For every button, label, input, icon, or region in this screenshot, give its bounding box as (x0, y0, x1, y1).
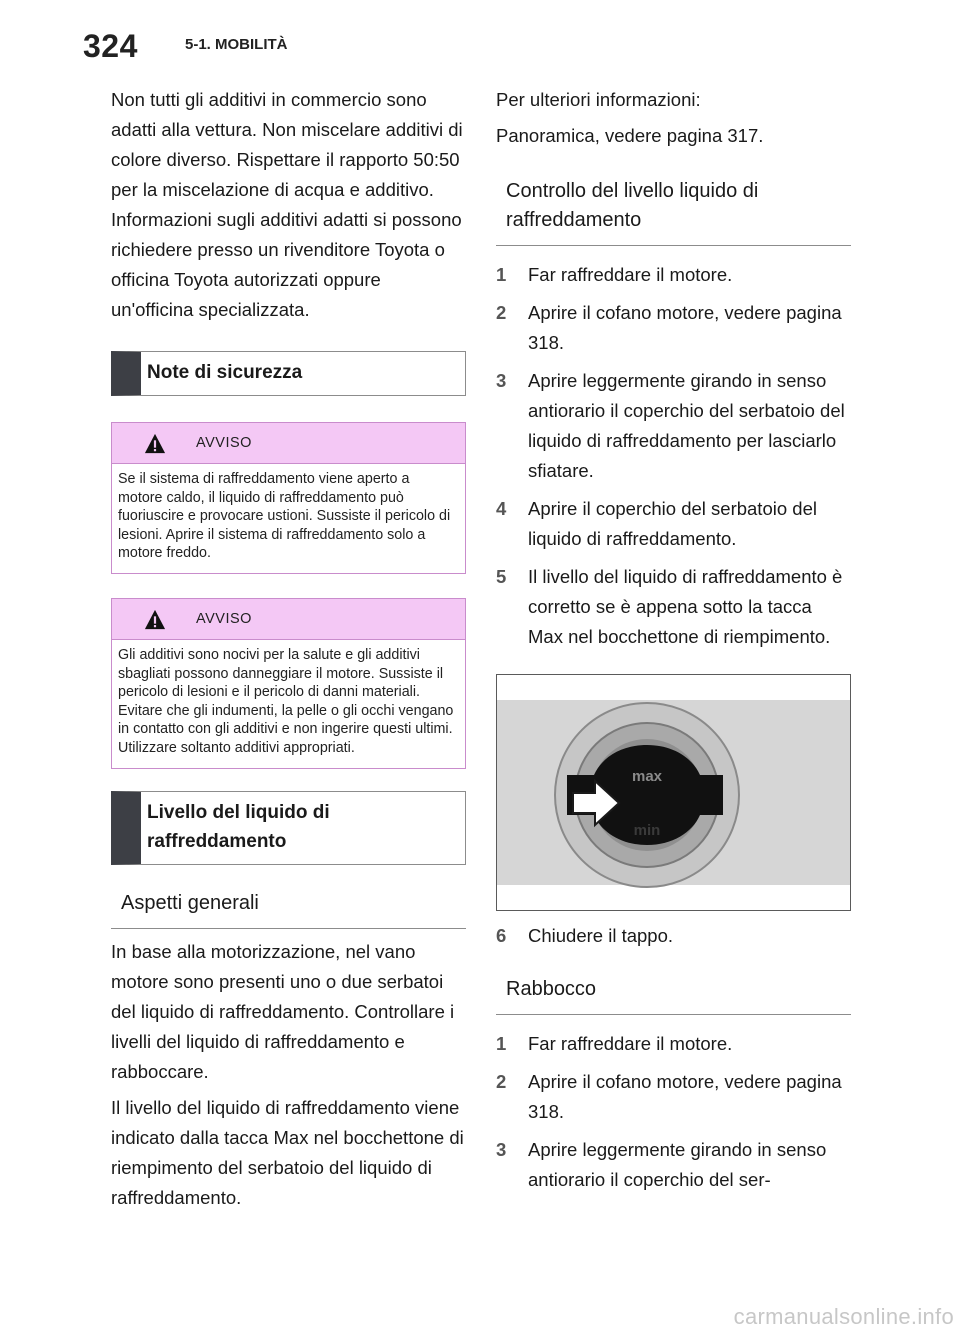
warning-triangle-icon (144, 609, 166, 631)
warning-triangle-icon (144, 433, 166, 455)
step-text: Chiudere il tappo. (528, 925, 674, 946)
coolant-level-heading (111, 791, 466, 865)
step-text: Aprire il cofano motore, vedere pagina 318. (528, 1071, 842, 1122)
step-number: 3 (496, 370, 507, 391)
info-line: Per ulteriori informazioni: (496, 89, 701, 110)
list-item (496, 1067, 851, 1127)
step-number: 4 (496, 498, 507, 519)
list-item (496, 921, 851, 951)
list-item (496, 298, 851, 358)
intro-paragraph: Non tutti gli additivi in commercio sono adatti alla vettura. Non miscelare additivi di colore diverso. Rispettare il rapporto 50:50 per la miscelazione di acqua e additivo. Informazioni sugli additivi adatti si possono richiedere presso un rivenditore Toyota o officina Toyota autorizzati oppure un'officina specializzata. (111, 89, 463, 320)
step-text: Il livello del liquido di raffreddamento è corretto se è appena sotto la tacca Max nel bocchettone di riempimento. (528, 566, 843, 647)
safety-notes-heading-text: Note di sicurezza (147, 362, 303, 383)
general-aspects-subheading: Aspetti generali (111, 889, 466, 929)
step-text: Far raffreddare il motore. (528, 264, 733, 285)
left-column (111, 85, 466, 1219)
warning-text: Gli additivi sono nocivi per la salute e gli additivi sbagliati possono danneggiare il motore. Sussiste il pericolo di lesioni e il pericolo di danni materiali. Evitare che gli indumenti, la pelle o gli occhi vengano in contatto con gli additivi e non ingerire questi ultimi. Utilizzare soltanto additivi appropriati. (118, 646, 454, 756)
step-number: 1 (496, 264, 507, 285)
refill-steps-list (496, 1029, 851, 1195)
info-line: Panoramica, vedere pagina 317. (496, 125, 764, 146)
step-number: 1 (496, 1033, 507, 1054)
max-mark-label: max (631, 768, 663, 785)
coolant-filler-figure (496, 674, 851, 911)
warning-box-1 (111, 422, 466, 574)
list-item (496, 260, 851, 290)
list-item (496, 562, 851, 652)
list-item (496, 1029, 851, 1059)
warning-text: Se il sistema di raffreddamento viene aperto a motore caldo, il liquido di raffreddamento può fuoriuscire e provocare ustioni. Sussiste il pericolo di lesioni. Aprire il sistema di raffreddamento solo a motore freddo. (118, 471, 451, 562)
list-item (496, 366, 851, 486)
page-number: 324 (83, 28, 138, 64)
watermark: carmanualsonline.info (733, 1304, 954, 1329)
warning-title: AVVISO (196, 435, 252, 451)
coolant-level-heading-text: Livello del liquido di raffreddamento (147, 801, 330, 852)
refill-subheading: Rabbocco (496, 975, 851, 1015)
step-6-list (496, 921, 851, 951)
step-number: 6 (496, 925, 507, 946)
step-text: Far raffreddare il motore. (528, 1033, 733, 1054)
coolant-filler-illustration (497, 675, 850, 910)
section-label: 5-1. MOBILITÀ (185, 36, 288, 53)
general-paragraph: Il livello del liquido di raffreddamento viene indicato dalla tacca Max nel bocchettone di riempimento del serbatoio del liquido di raffreddamento. (111, 1096, 464, 1208)
safety-notes-heading (111, 351, 466, 396)
warning-box-2 (111, 598, 466, 769)
warning-header (112, 599, 465, 640)
step-text: Aprire leggermente girando in senso antiorario il coperchio del ser- (528, 1139, 827, 1190)
step-number: 2 (496, 1071, 507, 1092)
check-level-subheading: Controllo del livello liquido di raffreddamento (496, 177, 851, 246)
step-number: 3 (496, 1139, 507, 1160)
list-item (496, 494, 851, 554)
check-steps-list (496, 260, 851, 652)
step-number: 2 (496, 302, 507, 323)
step-number: 5 (496, 566, 507, 587)
warning-title: AVVISO (196, 610, 252, 627)
general-paragraph: In base alla motorizzazione, nel vano motore sono presenti uno o due serbatoi del liquido di raffreddamento. Controllare i livelli del liquido di raffreddamento e rabboccare. (111, 940, 455, 1082)
step-text: Aprire il cofano motore, vedere pagina 318. (528, 302, 842, 353)
right-column (496, 85, 851, 1203)
page-header (0, 0, 960, 70)
list-item (496, 1135, 851, 1195)
step-text: Aprire leggermente girando in senso antiorario il coperchio del serbatoio del liquido di raffreddamento per lasciarlo sfiatare. (528, 370, 845, 481)
min-mark-label: min (633, 822, 661, 839)
step-text: Aprire il coperchio del serbatoio del liquido di raffreddamento. (528, 498, 817, 549)
warning-header (112, 423, 465, 464)
